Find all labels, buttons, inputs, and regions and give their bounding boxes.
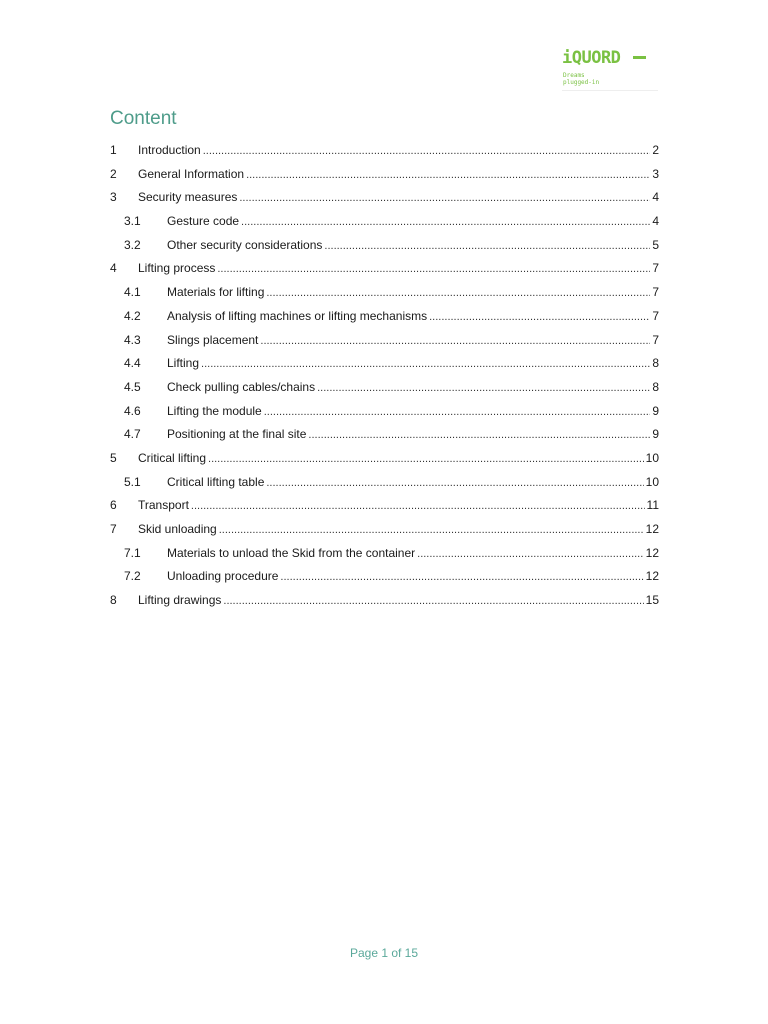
toc-entry-label: Check pulling cables/chains bbox=[167, 379, 316, 394]
toc-entry[interactable] bbox=[110, 139, 659, 163]
toc-entry-page: 7 bbox=[652, 308, 659, 323]
toc-entry-label: Slings placement bbox=[167, 332, 259, 347]
toc-entry-number: 7.1 bbox=[124, 545, 141, 560]
toc-entry-page: 12 bbox=[645, 522, 659, 536]
toc-entry[interactable] bbox=[110, 518, 659, 542]
toc-entry-label: Introduction bbox=[138, 143, 201, 157]
toc-entry[interactable] bbox=[110, 352, 659, 376]
toc-entry[interactable] bbox=[110, 423, 659, 447]
toc-entry-label: Analysis of lifting machines or lifting mechanisms bbox=[167, 308, 428, 323]
toc-entry-label: Positioning at the final site bbox=[167, 427, 307, 442]
toc-entry-page: 12 bbox=[645, 569, 659, 584]
toc-entry-number: 4.7 bbox=[124, 427, 141, 442]
toc-dot-leader bbox=[223, 590, 643, 614]
toc-entry[interactable] bbox=[110, 400, 659, 424]
toc-entry-number: 4.2 bbox=[124, 308, 141, 323]
toc-entry-number: 4.5 bbox=[124, 379, 141, 394]
toc-entry-page: 10 bbox=[645, 474, 659, 489]
toc-entry-number: 3.1 bbox=[124, 214, 141, 229]
toc-dot-leader bbox=[317, 377, 650, 401]
toc-dot-leader bbox=[266, 282, 650, 306]
toc-entry-label: Transport bbox=[138, 498, 189, 513]
toc-dot-leader bbox=[201, 353, 650, 377]
toc-entry-page: 5 bbox=[652, 237, 659, 252]
toc-entry-label: Skid unloading bbox=[138, 522, 217, 536]
toc-entry[interactable] bbox=[110, 281, 659, 305]
toc-entry[interactable] bbox=[110, 447, 659, 471]
toc-entry[interactable] bbox=[110, 565, 659, 589]
toc-entry-page: 7 bbox=[652, 261, 659, 276]
toc-dot-leader bbox=[260, 330, 650, 354]
toc-entry-page: 4 bbox=[652, 214, 659, 229]
toc-entry[interactable] bbox=[110, 542, 659, 566]
toc-dot-leader bbox=[217, 258, 650, 282]
toc-dot-leader bbox=[219, 519, 644, 543]
toc-dot-leader bbox=[308, 424, 650, 448]
toc-entry-page: 9 bbox=[652, 403, 659, 418]
toc-entry-number: 8 bbox=[110, 593, 117, 608]
toc-entry-page: 15 bbox=[645, 593, 659, 608]
toc-entry-page: 7 bbox=[652, 332, 659, 347]
toc-entry[interactable] bbox=[110, 376, 659, 400]
toc-dot-leader bbox=[246, 164, 650, 188]
toc-entry[interactable] bbox=[110, 494, 659, 518]
toc-dot-leader bbox=[280, 566, 643, 590]
toc-entry-number: 5 bbox=[110, 450, 117, 465]
toc-entry[interactable] bbox=[110, 257, 659, 281]
toc-dot-leader bbox=[324, 235, 650, 259]
toc-entry-label: Lifting the module bbox=[167, 403, 262, 418]
toc-dot-leader bbox=[266, 472, 643, 496]
toc-entry-number: 7 bbox=[110, 522, 117, 536]
toc-entry-number: 4.6 bbox=[124, 403, 141, 418]
toc-entry-page: 11 bbox=[646, 498, 659, 513]
toc-entry-number: 4.4 bbox=[124, 356, 141, 371]
toc-entry-label: Gesture code bbox=[167, 214, 240, 229]
toc-entry-number: 4.1 bbox=[124, 285, 141, 300]
toc-entry[interactable] bbox=[110, 234, 659, 258]
logo-dash-mark bbox=[633, 56, 646, 59]
table-of-contents bbox=[110, 139, 659, 613]
toc-entry-number: 5.1 bbox=[124, 474, 141, 489]
toc-entry-number: 7.2 bbox=[124, 569, 141, 584]
toc-entry-label: Lifting process bbox=[138, 261, 216, 276]
toc-entry[interactable] bbox=[110, 589, 659, 613]
toc-entry-number: 1 bbox=[110, 143, 117, 157]
toc-title: Content bbox=[110, 108, 177, 129]
page-footer: Page 1 of 15 bbox=[349, 946, 419, 960]
toc-dot-leader bbox=[241, 211, 650, 235]
toc-entry-page: 7 bbox=[652, 285, 659, 300]
toc-dot-leader bbox=[429, 306, 650, 330]
toc-entry-label: Lifting drawings bbox=[138, 593, 222, 608]
toc-entry-number: 4 bbox=[110, 261, 117, 276]
toc-entry[interactable] bbox=[110, 329, 659, 353]
toc-dot-leader bbox=[191, 495, 645, 519]
toc-entry-page: 10 bbox=[645, 450, 659, 465]
toc-entry[interactable] bbox=[110, 163, 659, 187]
toc-entry-label: Critical lifting bbox=[138, 450, 207, 465]
toc-entry-page: 3 bbox=[652, 166, 659, 181]
toc-entry[interactable] bbox=[110, 186, 659, 210]
logo-tagline: Dreams plugged-in bbox=[563, 72, 600, 86]
toc-entry-number: 3 bbox=[110, 190, 117, 205]
toc-entry-label: Critical lifting table bbox=[167, 474, 265, 489]
toc-entry-label: Other security considerations bbox=[167, 237, 323, 252]
toc-entry-label: General Information bbox=[138, 166, 245, 181]
toc-entry[interactable] bbox=[110, 471, 659, 495]
toc-entry-label: Unloading procedure bbox=[167, 569, 279, 584]
logo-wordmark: iQUORD bbox=[562, 48, 621, 68]
toc-entry-label: Materials to unload the Skid from the container bbox=[167, 545, 416, 560]
toc-dot-leader bbox=[208, 448, 644, 472]
toc-entry-page: 8 bbox=[652, 356, 659, 371]
toc-entry-label: Security measures bbox=[138, 190, 238, 205]
company-logo bbox=[562, 48, 658, 92]
toc-dot-leader bbox=[203, 140, 651, 164]
toc-dot-leader bbox=[264, 401, 651, 425]
toc-entry[interactable] bbox=[110, 210, 659, 234]
toc-entry-page: 4 bbox=[652, 190, 659, 205]
toc-entry[interactable] bbox=[110, 305, 659, 329]
toc-entry-number: 2 bbox=[110, 166, 117, 181]
toc-entry-page: 2 bbox=[652, 143, 659, 157]
toc-entry-page: 8 bbox=[652, 379, 659, 394]
toc-entry-page: 12 bbox=[645, 545, 659, 560]
toc-entry-number: 3.2 bbox=[124, 237, 141, 252]
toc-dot-leader bbox=[417, 543, 644, 567]
toc-entry-number: 4.3 bbox=[124, 332, 141, 347]
toc-entry-page: 9 bbox=[652, 427, 659, 442]
toc-entry-label: Materials for lifting bbox=[167, 285, 265, 300]
toc-dot-leader bbox=[239, 187, 650, 211]
toc-entry-number: 6 bbox=[110, 498, 117, 513]
toc-entry-label: Lifting bbox=[167, 356, 200, 371]
logo-rule bbox=[562, 90, 658, 91]
